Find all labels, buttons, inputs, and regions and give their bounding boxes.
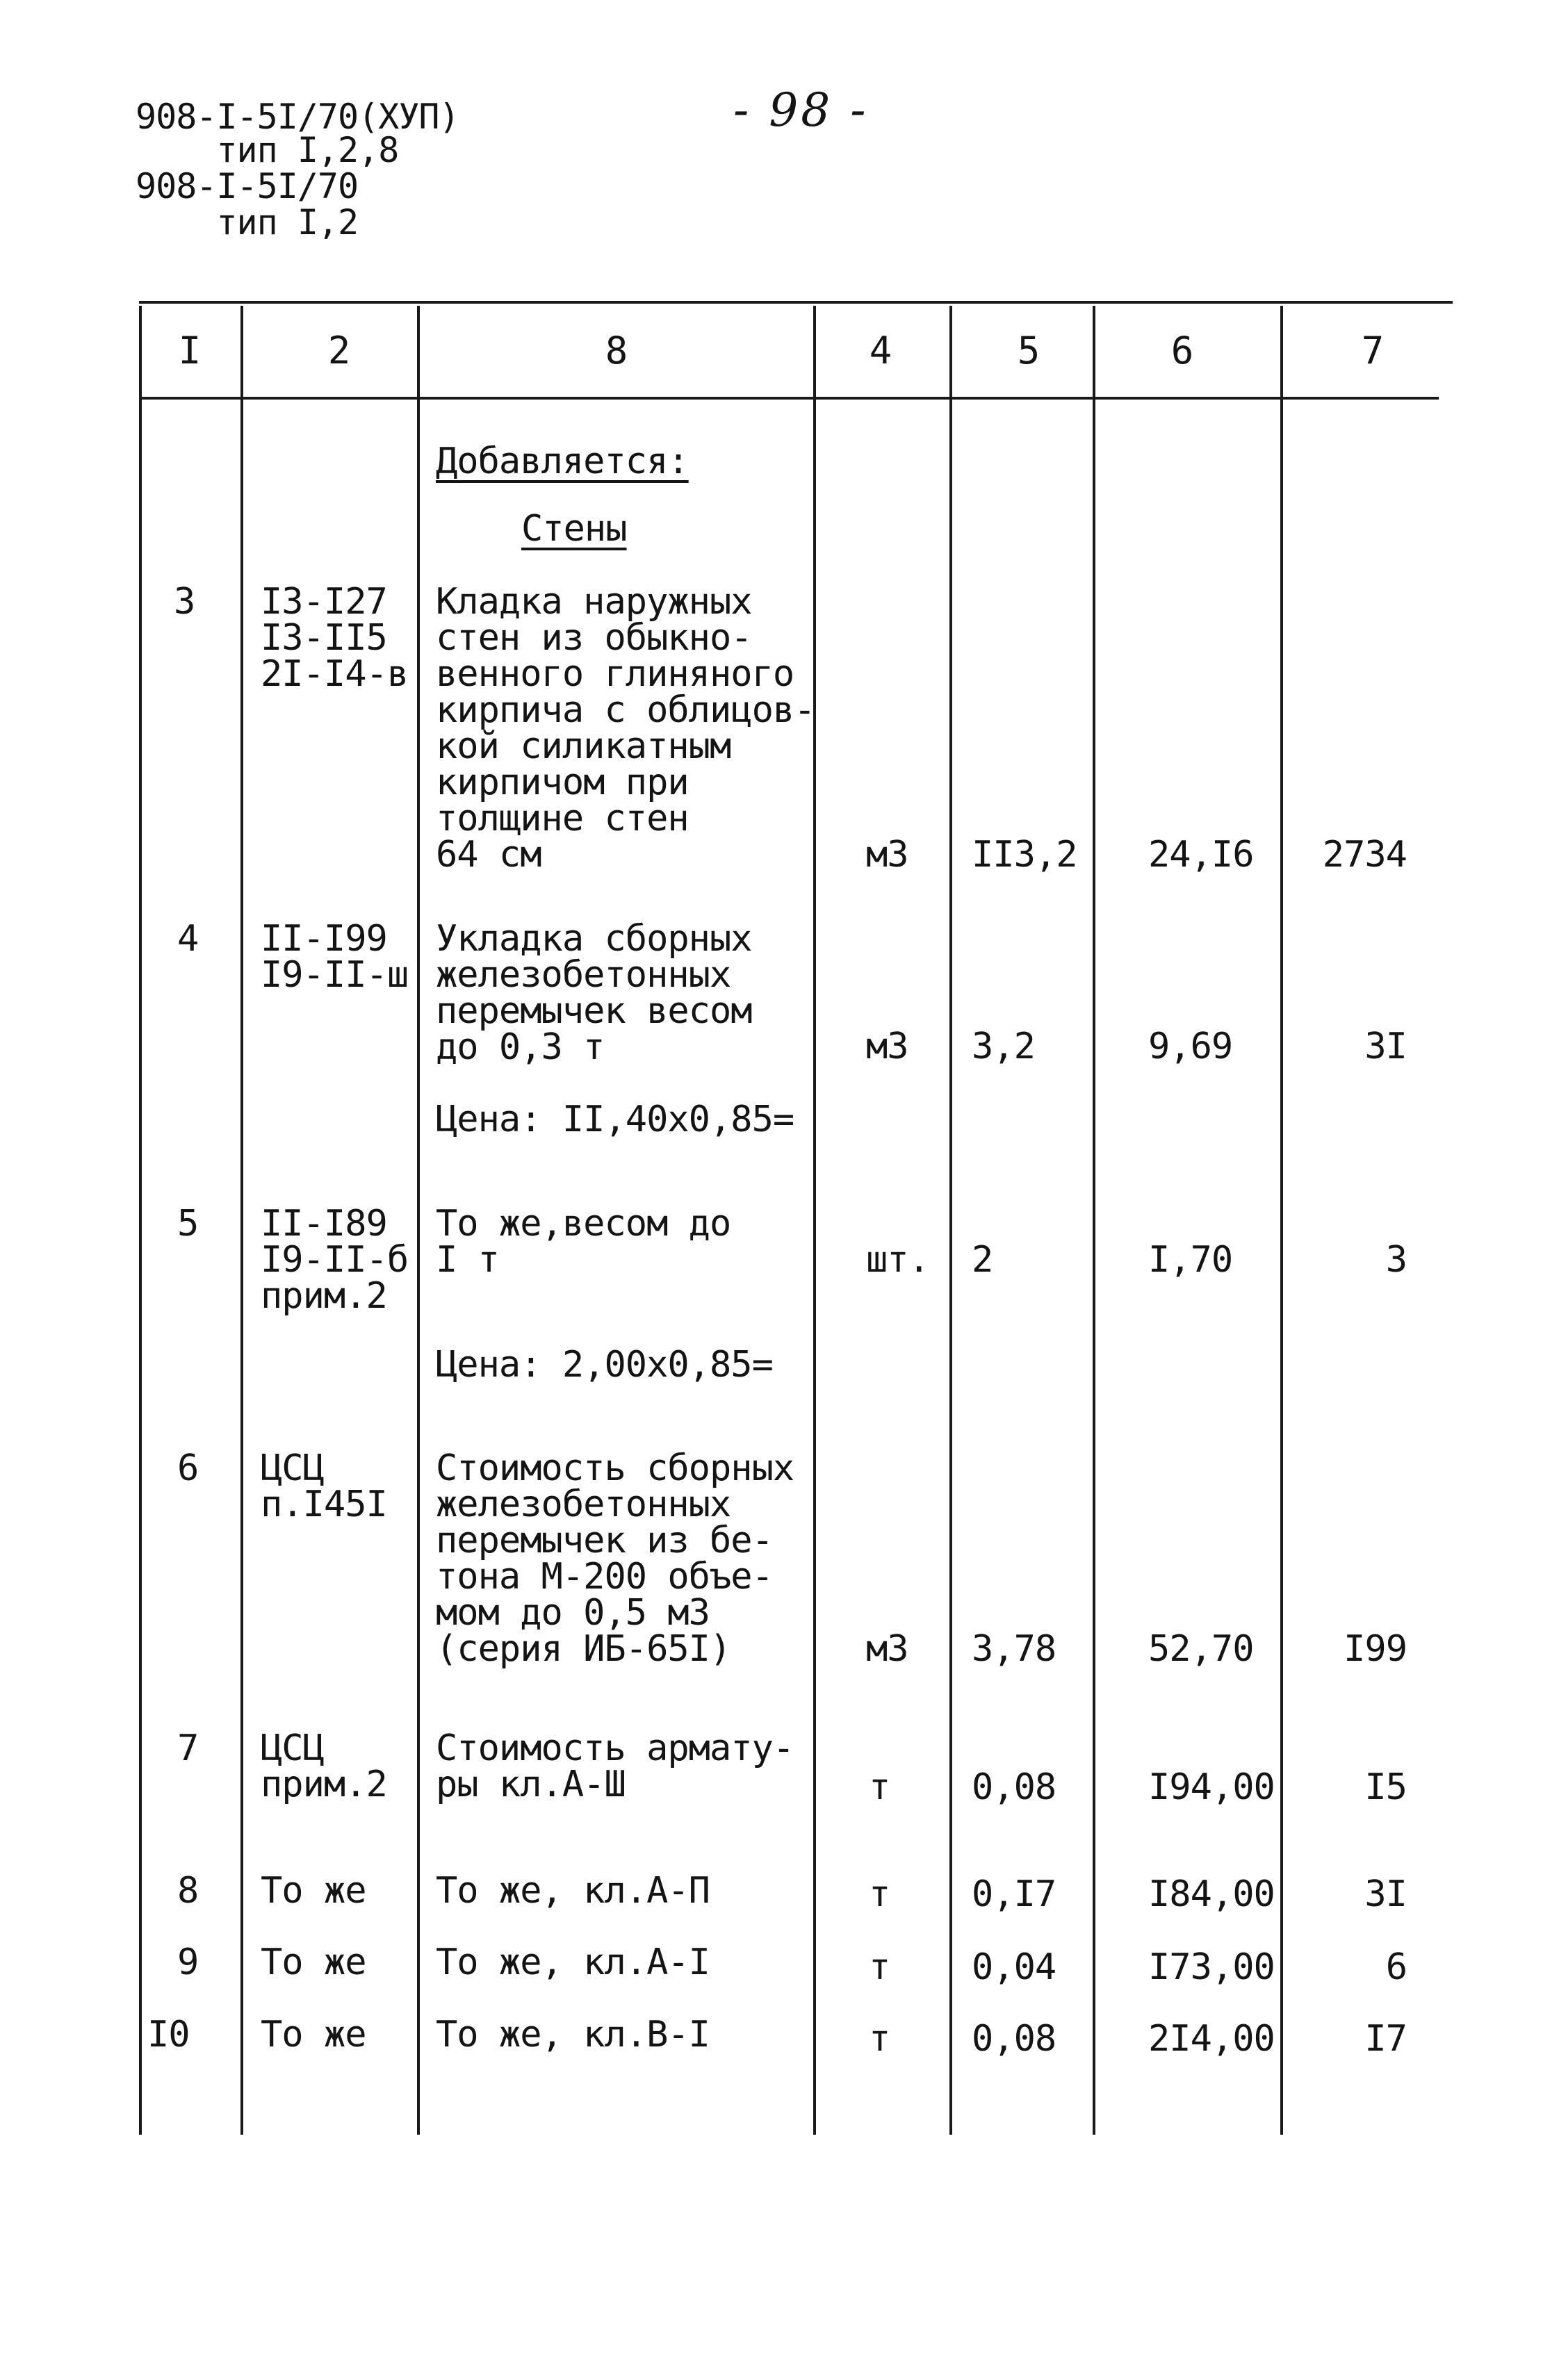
column-number-6: 6 <box>1170 329 1194 372</box>
row-price-note: Цена: II,40х0,85= <box>436 1099 794 1140</box>
column-divider-6 <box>1280 306 1283 2135</box>
row-unit: шт. <box>866 1239 929 1281</box>
section-heading-added: Добавляется: <box>436 441 689 482</box>
row-unit: т <box>869 2018 890 2060</box>
row-unit: т <box>869 1873 890 1915</box>
row-quantity: 0,04 <box>972 1946 1056 1988</box>
table-header-separator <box>139 397 1439 400</box>
row-number: 3 <box>174 581 195 623</box>
row-total: I99 <box>1344 1628 1407 1670</box>
row-total: I7 <box>1364 2018 1407 2060</box>
row-codes: ЦСЦ п.I45I <box>261 1447 387 1525</box>
doc-designation-line-4: тип I,2 <box>136 202 359 243</box>
column-divider-2 <box>417 306 420 2135</box>
section-heading-walls: Стены <box>521 508 627 550</box>
table-top-border <box>139 301 1453 304</box>
row-codes: ЦСЦ прим.2 <box>261 1727 387 1805</box>
doc-designation-line-3: 908-I-5I/70 <box>136 166 359 206</box>
row-total: 3 <box>1385 1239 1407 1281</box>
row-quantity: 0,08 <box>972 2018 1056 2060</box>
column-divider-4 <box>949 306 952 2135</box>
row-price: I84,00 <box>1148 1873 1275 1915</box>
row-price: 2I4,00 <box>1148 2018 1275 2060</box>
row-number: 9 <box>177 1942 199 1983</box>
row-price: 24,I6 <box>1148 834 1254 876</box>
column-number-1: I <box>178 329 202 372</box>
column-number-4: 4 <box>869 329 892 372</box>
row-description: То же, кл.В-I <box>436 2014 710 2055</box>
page-number: - 98 - <box>733 83 869 137</box>
row-price: I73,00 <box>1148 1946 1275 1988</box>
row-total: I5 <box>1364 1766 1407 1808</box>
table-left-border <box>139 306 142 2135</box>
row-description: Кладка наружных стен из обыкно- венного глиняного кирпича с облицов- кой силикатным кирпичом при толщине стен 64 см <box>436 581 815 876</box>
row-description: Стоимость сборных железобетонных перемычек из бе- тона М-200 объе- мом до 0,5 м3 (серия ИБ-65I) <box>436 1447 794 1670</box>
row-total: 3I <box>1364 1026 1407 1067</box>
row-number: 4 <box>177 918 199 960</box>
row-codes: То же <box>261 2014 366 2055</box>
row-quantity: 3,78 <box>972 1628 1056 1670</box>
row-price: I,70 <box>1148 1239 1233 1281</box>
row-price: 52,70 <box>1148 1628 1254 1670</box>
row-unit: м3 <box>866 1628 908 1670</box>
row-total: 6 <box>1385 1946 1407 1988</box>
doc-designation-line-1: 908-I-5I/70(XУП) <box>136 97 459 137</box>
row-unit: м3 <box>866 1026 908 1067</box>
row-description: То же, кл.А-П <box>436 1870 710 1912</box>
row-number: I0 <box>147 2014 190 2055</box>
row-unit: т <box>869 1946 890 1988</box>
row-codes: То же <box>261 1870 366 1912</box>
row-codes: То же <box>261 1942 366 1983</box>
column-divider-5 <box>1093 306 1095 2135</box>
column-number-7: 7 <box>1361 329 1385 372</box>
row-unit: м3 <box>866 834 908 876</box>
row-price: I94,00 <box>1148 1766 1275 1808</box>
row-codes: I3-I27 I3-II5 2I-I4-в <box>261 581 409 695</box>
row-quantity: 0,I7 <box>972 1873 1056 1915</box>
row-number: 6 <box>177 1447 199 1489</box>
row-number: 7 <box>177 1727 199 1769</box>
row-description: То же,весом до I т <box>436 1203 731 1281</box>
column-divider-1 <box>240 306 243 2135</box>
row-description: То же, кл.А-I <box>436 1942 710 1983</box>
column-number-2: 2 <box>327 329 351 372</box>
row-codes: II-I99 I9-II-ш <box>261 918 409 996</box>
column-number-5: 5 <box>1017 329 1040 372</box>
row-total: 2734 <box>1322 834 1407 876</box>
row-codes: II-I89 I9-II-б прим.2 <box>261 1203 409 1317</box>
column-divider-3 <box>813 306 816 2135</box>
row-description: Укладка сборных железобетонных перемычек весом до 0,3 т <box>436 918 752 1068</box>
row-total: 3I <box>1364 1873 1407 1915</box>
row-price-note: Цена: 2,00х0,85= <box>436 1344 773 1386</box>
doc-designation-line-2: тип I,2,8 <box>136 130 399 170</box>
row-quantity: 0,08 <box>972 1766 1056 1808</box>
row-description: Стоимость армату- ры кл.А-Ш <box>436 1727 794 1805</box>
row-quantity: 3,2 <box>972 1026 1035 1067</box>
row-price: 9,69 <box>1148 1026 1233 1067</box>
column-number-3: 8 <box>605 329 628 372</box>
row-quantity: 2 <box>972 1239 993 1281</box>
row-number: 8 <box>177 1870 199 1912</box>
row-number: 5 <box>177 1203 199 1245</box>
row-unit: т <box>869 1766 890 1808</box>
row-quantity: II3,2 <box>972 834 1077 876</box>
